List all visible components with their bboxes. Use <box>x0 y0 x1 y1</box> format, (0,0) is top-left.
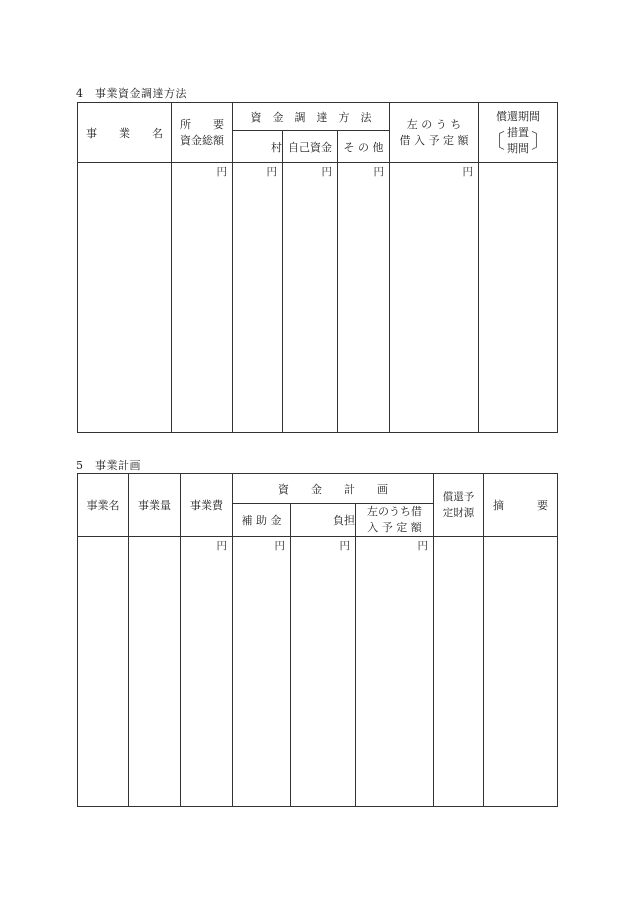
section-4-title: 4 事業資金調達方法 <box>76 87 187 100</box>
header-other: そ の 他 <box>338 131 390 163</box>
header-required-total: 所 要 資金総額 <box>172 103 233 163</box>
header-project-volume: 事業量 <box>129 474 181 537</box>
cell-project-cost[interactable]: 円 <box>181 537 233 807</box>
cell-burden[interactable]: 円 <box>291 537 356 807</box>
section-5-title: 5 事業計画 <box>76 459 141 472</box>
header-repayment-source: 償還予 定財源 <box>434 474 484 537</box>
right-bracket-icon: 〕 <box>531 128 552 153</box>
cell-project-volume[interactable] <box>129 537 181 807</box>
cell-other[interactable]: 円 <box>338 163 390 433</box>
cell-repayment-period[interactable] <box>479 163 558 433</box>
header-project-cost: 事業費 <box>181 474 233 537</box>
funding-method-table <box>77 102 558 433</box>
header-burden: 負担 <box>291 504 356 537</box>
cell-planned-borrowing[interactable]: 円 <box>356 537 434 807</box>
header-planned-borrowing: 左のうち借 入 予 定 額 <box>356 504 434 537</box>
left-bracket-icon: 〔 <box>485 128 506 153</box>
header-village: 村 <box>233 131 283 163</box>
header-funding-method: 資 金 調 達 方 法 <box>233 103 390 131</box>
cell-required-total[interactable]: 円 <box>172 163 233 433</box>
cell-village[interactable]: 円 <box>233 163 283 433</box>
header-remarks: 摘 要 <box>484 474 558 537</box>
header-project-name: 事業名 <box>78 474 129 537</box>
cell-repayment-source[interactable] <box>434 537 484 807</box>
cell-subsidy[interactable]: 円 <box>233 537 291 807</box>
cell-project-name[interactable] <box>78 163 172 433</box>
header-subsidy: 補 助 金 <box>233 504 291 537</box>
cell-project-name[interactable] <box>78 537 129 807</box>
header-planned-borrowing: 左 の う ち 借 入 予 定 額 <box>390 103 479 163</box>
project-plan-table <box>77 473 558 807</box>
header-project-name: 事 業 名 <box>78 103 172 163</box>
cell-planned-borrowing[interactable]: 円 <box>390 163 479 433</box>
cell-remarks[interactable] <box>484 537 558 807</box>
cell-own-funds[interactable]: 円 <box>283 163 338 433</box>
header-funding-plan: 資 金 計 画 <box>233 474 434 504</box>
header-repayment-period: 償還期間 〔 措置 期間 〕 <box>479 103 558 163</box>
header-own-funds: 自己資金 <box>283 131 338 163</box>
